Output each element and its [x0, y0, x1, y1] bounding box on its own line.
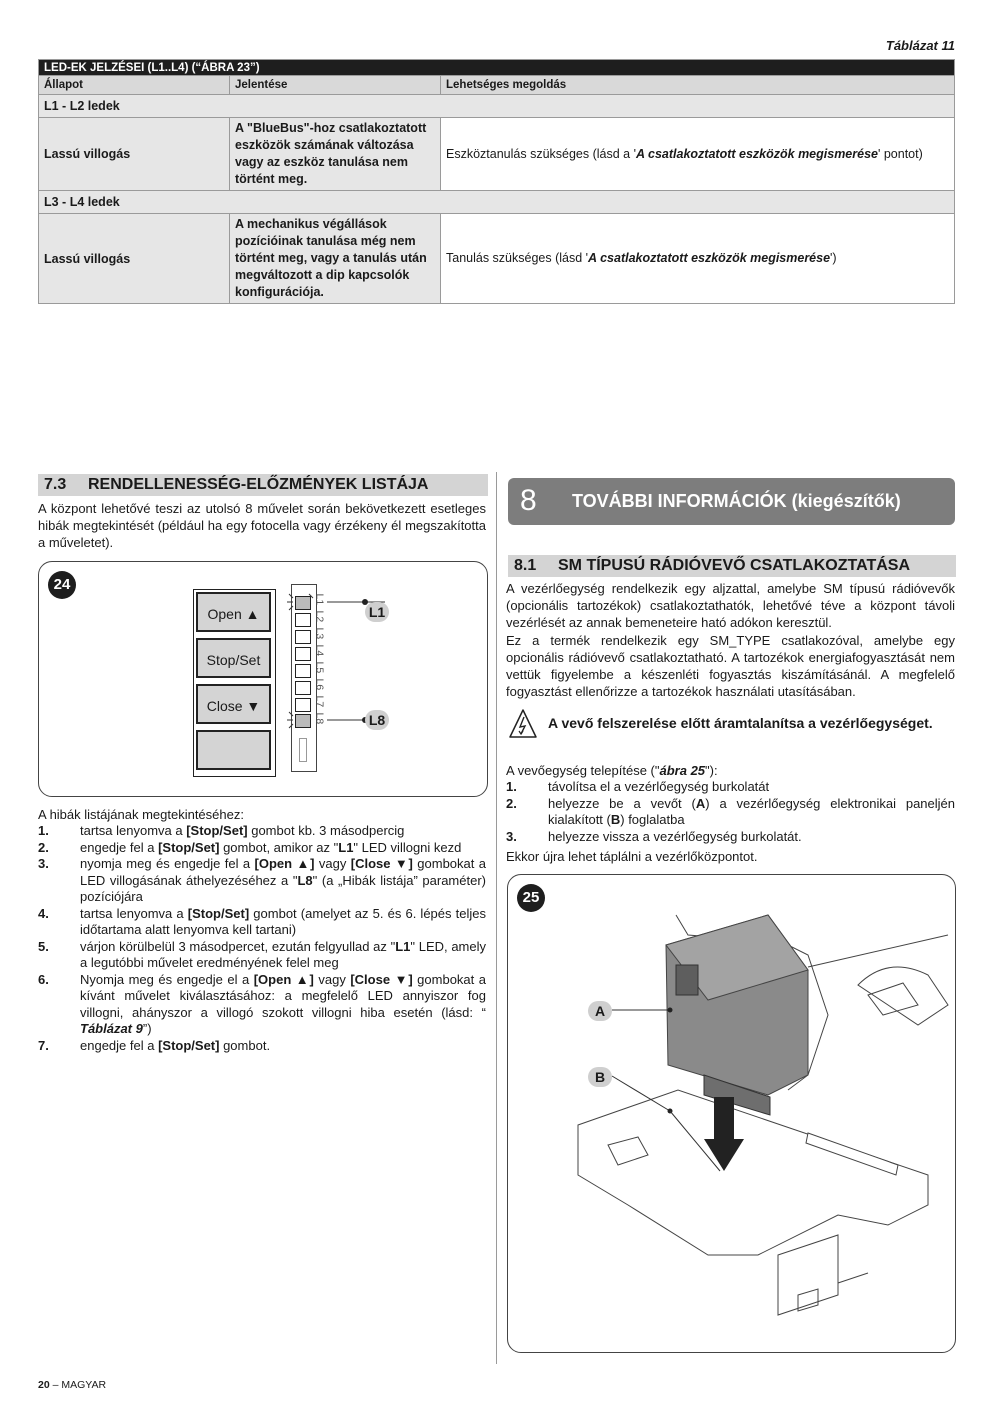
step-number: 6. [38, 971, 49, 987]
step-item: 4. tartsa lenyomva a [Stop/Set] gombot (amelyet az 5. és 6. lépés teljes időtartama alatt lenyomva kell tartani) [38, 905, 486, 937]
paragraph: Ekkor újra lehet táplálni a vezérlőközpontot. [506, 849, 758, 864]
list-intro: A hibák listájának megtekintéséhez: [38, 807, 244, 822]
electric-warning-icon [508, 708, 538, 740]
table-header: Állapot [39, 76, 230, 95]
led-label: L6 [313, 678, 326, 691]
step-number: 2. [38, 839, 49, 855]
table-row [39, 214, 955, 304]
step-item: 2. helyezze be a vevőt (A) a vezérlőegység elektronikai paneljén kialakított (B) foglalatba [506, 795, 955, 827]
table-group-label: L1 - L2 ledek [39, 95, 955, 118]
led-label: L5 [313, 661, 326, 674]
step-item: 3. nyomja meg és engedje fel a [Open ▲] vagy [Close ▼] gombokat a LED villogásának áthelyezéséhez a "L8" (a „Hibák listája” paraméter) pozíciójára [38, 856, 486, 904]
step-number: 3. [38, 856, 49, 871]
paragraph: Ez a termék rendelkezik egy SM_TYPE csatlakozóval, amelybe egy opcionális rádióvevő csatlakoztatható. A tartozékok energiafogyasztását nem vettük figyelembe a készenléti fogyasztás kiszámításánál. A megfelelő fogyasztást ellenőrizze a tartozékok használati utasításában. [506, 633, 955, 699]
section-intro: A központ lehetővé teszi az utolsó 8 művelet során bekövetkezett esetleges hibák megtekintését (például ha egy fotocella vagy érzékeny él megszakította a műveletet). [38, 501, 486, 550]
figure-25 [507, 874, 956, 1353]
table-header: Jelentése [230, 76, 441, 95]
step-item: 6. Nyomja meg és engedje el a [Open ▲] vagy [Close ▼] gombokat a kívánt művelet kiválasztásához: a megfelelő LED annyiszor fog villogni, ahányszor a villogó szokott villogni hiba esetén (lásd: “ Táblázat 9”) [38, 971, 486, 1036]
step-number: 2. [506, 795, 517, 811]
meaning-cell: A mechanikus végállások pozícióinak tanulása még nem történt meg, vagy a tanulás után megváltozott a dip kapcsolók konfigurációja. [230, 214, 441, 304]
table-row [39, 118, 955, 191]
open-button: Open ▲ [196, 592, 271, 632]
led-label: L7 [313, 695, 326, 708]
step-item: 2. engedje fel a [Stop/Set] gombot, amikor az "L1" LED villogni kezd [38, 839, 462, 855]
solution-cell: Eszköztanulás szükséges (lásd a 'A csatlakoztatott eszközök megismerése' pontot) [441, 118, 955, 191]
table-header: Lehetséges megoldás [441, 76, 955, 95]
step-item: 1. tartsa lenyomva a [Stop/Set] gombot kb. 3 másodpercig [38, 823, 405, 838]
install-intro: A vevőegység telepítése ("ábra 25"): [506, 763, 718, 778]
step-number: 5. [38, 938, 49, 954]
right-step-list [506, 779, 955, 845]
warning-text: A vevő felszerelése előtt áramtalanítsa a vezérlőegységet. [548, 715, 933, 731]
page-language: – MAGYAR [49, 1379, 107, 1391]
step-item: 5. várjon körülbelül 3 másodpercet, ezután felgyullad az "L1" LED, amely a legutóbbi művelet eredményének felel meg [38, 938, 486, 970]
receiver-installation-illustration [508, 875, 955, 1352]
step-item: 3. helyezze vissza a vezérlőegység burkolatát. [506, 828, 802, 844]
led-label: L4 [313, 644, 326, 657]
section-heading-7-3: 7.3 RENDELLENESSÉG-ELŐZMÉNYEK LISTÁJA [38, 474, 488, 496]
led-label: L8 [313, 712, 326, 725]
callout-l1: L1 [365, 602, 389, 622]
label-a: A [588, 1001, 612, 1021]
state-cell: Lassú villogás [39, 118, 230, 191]
led-label: L2 [313, 610, 326, 623]
step-number: 7. [38, 1037, 49, 1053]
close-button: Close ▼ [196, 684, 271, 724]
figure-number: 25 [517, 884, 545, 912]
label-b: B [588, 1067, 612, 1087]
solution-cell: Tanulás szükséges (lásd 'A csatlakoztatott eszközök megismerése') [441, 214, 955, 304]
led-signals-table [38, 59, 955, 304]
paragraph: A vezérlőegység rendelkezik egy aljzattal, amelybe SM típusú rádióvevők (opcionális tartozékok) csatlakoztathatók, lehetővé téve a központ távoli vezérlését az annak bemeneteire ható adókon keresztül. [506, 581, 955, 630]
chapter-title: TOVÁBBI INFORMÁCIÓK (kiegészítők) [572, 491, 901, 511]
step-number: 1. [38, 823, 49, 838]
led-label: L3 [313, 627, 326, 640]
led-label: L1 [313, 593, 326, 606]
chapter-number: 8 [520, 484, 537, 517]
chapter-8-banner [508, 478, 955, 525]
step-number: 4. [38, 905, 49, 921]
meaning-cell: A "BlueBus"-hoz csatlakoztatott eszközök számának változása vagy az eszköz tanulása nem történt meg. [230, 118, 441, 191]
column-divider [496, 472, 497, 1364]
table-group-label: L3 - L4 ledek [39, 191, 955, 214]
left-step-list [38, 823, 486, 1054]
step-item: 7. engedje fel a [Stop/Set] gombot. [38, 1037, 271, 1053]
callout-l8: L8 [365, 710, 389, 730]
step-number: 3. [506, 828, 517, 844]
stop-set-button: Stop/Set [196, 638, 271, 678]
section-heading-8-1: 8.1 SM TÍPUSÚ RÁDIÓVEVŐ CSATLAKOZTATÁSA [508, 555, 956, 577]
led-strip-base [299, 738, 307, 762]
table-title: LED-EK JELZÉSEI (L1..L4) (“ÁBRA 23”) [39, 60, 955, 76]
page-number: 20 [38, 1379, 50, 1391]
step-item: 1. távolítsa el a vezérlőegység burkolatát [506, 779, 770, 794]
blank-button [196, 730, 271, 770]
table-caption: Táblázat 11 [885, 38, 955, 53]
figure-24 [38, 561, 488, 797]
state-cell: Lassú villogás [39, 214, 230, 304]
page-footer [38, 1379, 106, 1391]
warning-block [506, 708, 955, 756]
figure-number: 24 [48, 571, 76, 599]
step-number: 1. [506, 779, 517, 794]
